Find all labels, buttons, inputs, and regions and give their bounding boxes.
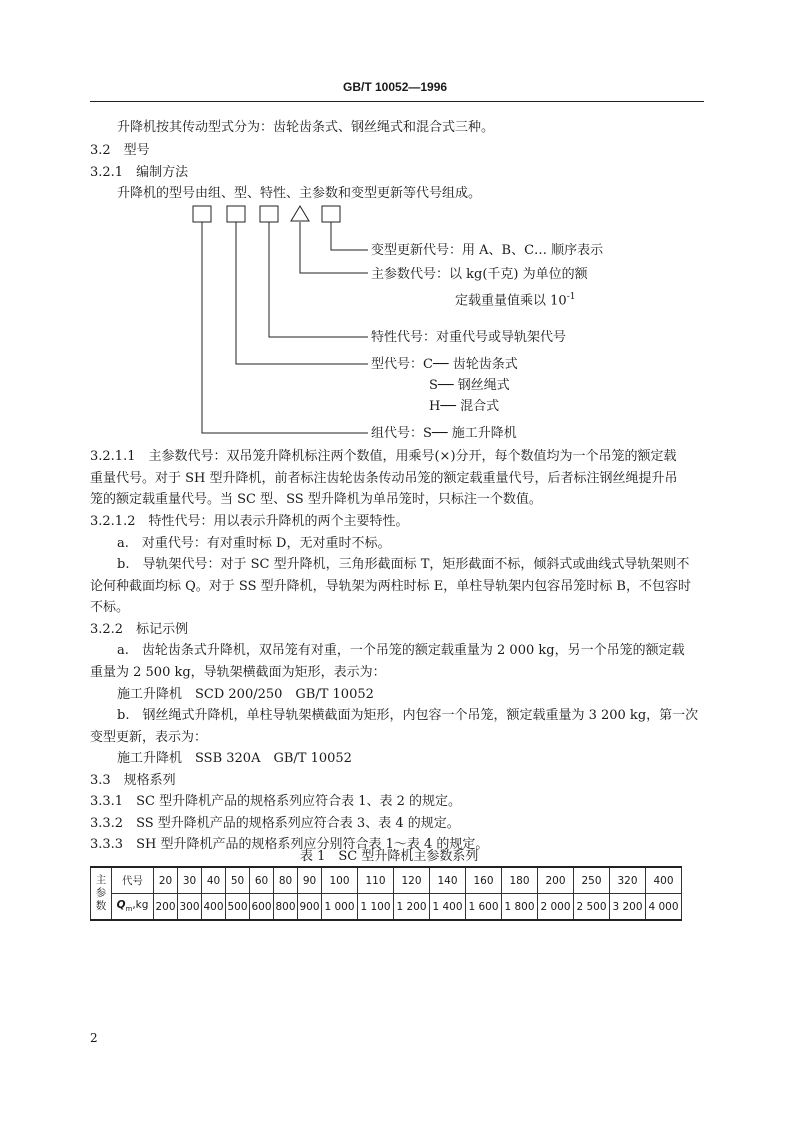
load-cell: 900 [298,894,322,921]
main-param-label-line2 [455,289,575,309]
code-cell: 320 [610,867,646,894]
load-cell: 800 [274,894,298,921]
main-param-triangle [291,206,309,221]
load-symbol: Q [116,899,126,912]
feature-leader-line [269,222,368,337]
variant-code-label: 变型更新代号：用 A、B、C… 顺序表示 [371,243,604,258]
load-cell: 3 200 [610,894,646,921]
type-code-box [227,206,245,222]
clause-3-2-1-2-b-line1: b. 导轨架代号：对于 SC 型升降机，三角形截面标 T，矩形截面不标，倾斜式或曲线式导轨架则不 [117,557,690,572]
main-param-exponent: -1 [566,292,576,302]
clause-3-2-1-1-line2: 重量代号。对于 SH 型升降机，前者标注齿轮齿条传动吊笼的额定载重量代号，后者标注钢丝绳提升吊 [90,471,678,486]
clause-3-3-3: 3.3.3 SH 型升降机产品的规格系列应分别符合表 1～表 4 的规定。 [90,837,489,852]
code-cell: 200 [538,867,574,894]
clause-3-3-1: 3.3.1 SC 型升降机产品的规格系列应符合表 1、表 2 的规定。 [90,794,462,809]
load-cell: 1 600 [466,894,502,921]
example-a-line1: a. 齿轮齿条式升降机，双吊笼有对重，一个吊笼的额定载重量为 2 000 kg，另一个吊笼的额定载 [117,643,685,658]
clause-3-2-1-2: 3.2.1.2 特性代号：用以表示升降机的两个主要特性。 [90,514,409,529]
load-cell: 2 000 [538,894,574,921]
type-code-label-c: 型代号：C── 齿轮齿条式 [371,357,518,372]
load-cell: 2 500 [574,894,610,921]
code-cell: 250 [574,867,610,894]
page-number: 2 [90,1031,98,1045]
side-header-char: 数 [95,900,107,912]
load-cell: 1 100 [358,894,394,921]
group-leader-line [202,222,368,433]
load-unit: ,kg [132,899,149,912]
load-cell: 1 400 [430,894,466,921]
row-label-load [112,894,154,921]
example-a-line2: 重量为 2 500 kg，导轨架横截面为矩形，表示为： [90,665,386,680]
load-cell: 200 [154,894,178,921]
code-cell: 30 [178,867,202,894]
side-header-char: 主 [95,874,107,886]
code-cell: 110 [358,867,394,894]
feature-code-box [260,206,278,222]
group-code-label: 组代号：S── 施工升降机 [371,426,517,441]
param-leader-line [300,222,368,273]
code-cell: 40 [202,867,226,894]
clause-3-2-1-1-line3: 笼的额定载重量代号。当 SC 型、SS 型升降机为单吊笼时，只标注一个数值。 [90,492,542,507]
main-param-label-line1: 主参数代号：以 kg(千克) 为单位的额 [371,267,588,282]
model-code-diagram [0,0,794,460]
code-cell: 100 [322,867,358,894]
code-cell: 20 [154,867,178,894]
section-3-2-2-heading: 3.2.2 标记示例 [90,622,189,637]
table-row-codes [91,867,682,894]
clause-3-3-2: 3.3.2 SS 型升降机产品的规格系列应符合表 3、表 4 的规定。 [90,816,460,831]
load-symbol-subscript: m [125,905,133,914]
side-header-char: 参 [95,887,107,899]
feature-code-label: 特性代号：对重代号或导轨架代号 [371,330,567,345]
type-leader-line [236,222,368,364]
code-cell: 60 [250,867,274,894]
intro-paragraph: 升降机按其传动型式分为：齿轮齿条式、钢丝绳式和混合式三种。 [117,120,495,135]
load-cell: 600 [250,894,274,921]
code-cell: 50 [226,867,250,894]
example-b-marking: 施工升降机 SSB 320A GB/T 10052 [117,751,352,766]
document-code-header: GB/T 10052—1996 [343,80,448,94]
main-param-label-text: 定载重量值乘以 10 [455,293,567,309]
variant-code-box [322,206,340,222]
code-cell: 180 [502,867,538,894]
load-cell: 1 000 [322,894,358,921]
load-cell: 4 000 [646,894,682,921]
section-3-3-heading: 3.3 规格系列 [90,773,176,788]
type-code-label-h: H── 混合式 [429,399,500,414]
code-cell: 120 [394,867,430,894]
row-label-code: 代号 [112,867,154,894]
clause-3-2-1-2-b-line2: 论何种截面均标 Q。对于 SS 型升降机，导轨架为两柱时标 E，单柱导轨架内包容吊笼时标 B，不包容时 [90,579,691,594]
group-code-box [193,206,211,222]
clause-3-2-1-1-line1: 3.2.1.1 主参数代号：双吊笼升降机标注两个数值，用乘号(×)分开，每个数值均为一个吊笼的额定载 [90,449,677,464]
example-b-line1: b. 钢丝绳式升降机，单柱导轨架横截面为矩形，内包容一个吊笼，额定载重量为 3 200 kg，第一次 [117,708,699,723]
code-cell: 400 [646,867,682,894]
clause-3-2-1-2-b-line3: 不标。 [90,600,130,615]
code-cell: 90 [298,867,322,894]
variant-leader-line [331,222,368,250]
load-cell: 400 [202,894,226,921]
section-3-2-1-heading: 3.2.1 编制方法 [90,165,189,180]
section-3-2-heading: 3.2 型号 [90,143,150,158]
clause-3-2-1-2-a: a. 对重代号：有对重时标 D，无对重时不标。 [117,536,391,551]
table-1-main-parameters [90,866,682,921]
table-side-header [91,867,112,920]
load-cell: 300 [178,894,202,921]
code-cell: 140 [430,867,466,894]
example-a-marking: 施工升降机 SCD 200/250 GB/T 10052 [117,687,374,702]
load-cell: 1 800 [502,894,538,921]
code-cell: 160 [466,867,502,894]
section-3-2-1-text: 升降机的型号由组、型、特性、主参数和变型更新等代号组成。 [117,186,482,201]
example-b-line2: 变型更新，表示为： [90,730,208,745]
code-cell: 80 [274,867,298,894]
table-row-loads [91,894,682,921]
table-1-caption: 表 1 SC 型升降机主参数系列 [300,849,479,864]
load-cell: 500 [226,894,250,921]
load-cell: 1 200 [394,894,430,921]
type-code-label-s: S── 钢丝绳式 [429,378,510,393]
